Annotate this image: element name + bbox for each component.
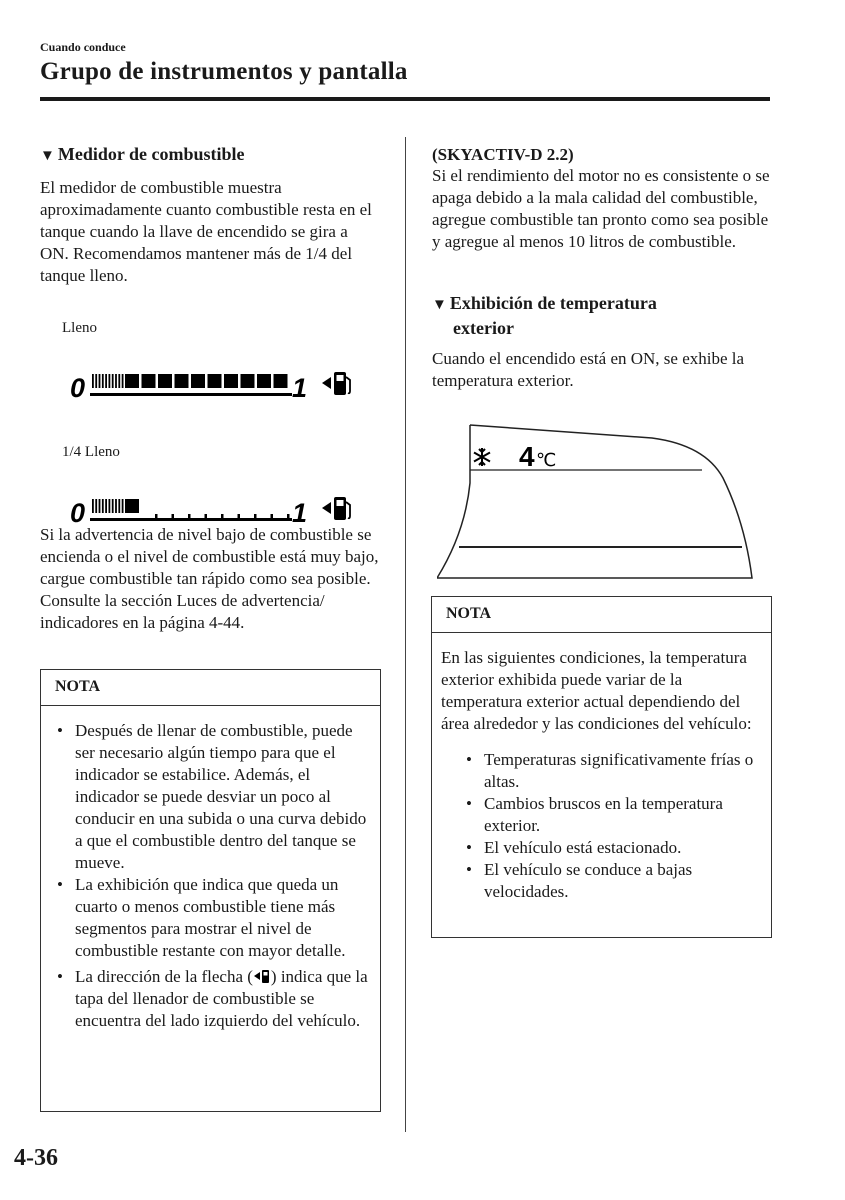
note-item: • Después de llenar de combustible, puede ser necesario algún tiempo para que el indicador se estabilice. Además, el indicador se puede desviar un poco al conducir en una subida o una curva debido a que el combustible dentro del tanque se mueve.	[57, 720, 370, 874]
triangle-bullet-icon: ▼	[432, 297, 447, 313]
note-list	[432, 735, 771, 903]
note-item: • La dirección de la flecha ( ) indica que la tapa del llenador de combustible se encuentra del lado izquierdo del vehículo.	[57, 966, 370, 1032]
gauge-segment	[92, 499, 94, 513]
fuel-gauge-heading: ▼ Medidor de combustible	[40, 144, 245, 164]
gauge-segment	[109, 499, 111, 513]
gauge-base-line	[90, 393, 292, 396]
column-divider	[405, 137, 406, 1132]
gauge-segment	[99, 499, 101, 513]
gauge-segment	[125, 499, 139, 513]
note-item: • Cambios bruscos en la temperatura exterior.	[466, 793, 761, 837]
fuel-pump-icon	[322, 372, 350, 395]
triangle-bullet-icon: ▼	[40, 148, 55, 164]
gauge-segments	[92, 374, 288, 388]
gauge-segment	[158, 374, 172, 388]
gauge-segment	[92, 374, 94, 388]
gauge-segment	[122, 499, 124, 513]
gauge-segment	[95, 499, 97, 513]
gauge-segments	[92, 499, 290, 518]
fuel-gauge-quarter	[70, 490, 360, 526]
skyactiv-paragraph: Si el rendimiento del motor no es consistente o se apaga debido a la mala calidad del combustible, agregue combustible tan pronto como sea posible y agregue al menos 10 litros de combustible.	[432, 166, 770, 251]
gauge-segment	[99, 374, 101, 388]
section-label: Cuando conduce	[40, 40, 126, 54]
gauge-tick	[238, 514, 241, 518]
gauge-segment	[241, 374, 255, 388]
gauge-segment	[95, 374, 97, 388]
gauge-empty-label: 0	[70, 498, 86, 526]
gauge-segment	[118, 499, 120, 513]
fuel-pump-icon	[322, 497, 350, 520]
note-item: • El vehículo se conduce a bajas velocidades.	[466, 859, 761, 903]
gauge-segment	[109, 374, 111, 388]
gauge-segment	[257, 374, 271, 388]
gauge-tick	[271, 514, 274, 518]
gauge-segment	[105, 374, 107, 388]
gauge-tick	[254, 514, 257, 518]
gauge-full-label: 1	[292, 498, 308, 526]
gauge-segment	[122, 374, 124, 388]
gauge-segment	[112, 374, 114, 388]
gauge-tick	[188, 514, 191, 518]
skyactiv-heading: (SKYACTIV-D 2.2)	[432, 145, 574, 164]
note-item: • El vehículo está estacionado.	[466, 837, 761, 859]
note-box-right	[431, 596, 772, 938]
temperature-unit: ℃	[536, 450, 557, 470]
gauge-tick	[287, 514, 290, 518]
gauge-tick	[155, 514, 158, 518]
fuel-gauge-full	[70, 365, 360, 401]
gauge-segment	[105, 499, 107, 513]
note-intro: En las siguientes condiciones, la temperatura exterior exhibida puede variar de la temperatura exterior actual dependiendo del área alrededor y las condiciones del vehículo:	[441, 648, 752, 733]
note-item: • Temperaturas significativamente frías o altas.	[466, 749, 761, 793]
gauge-segment	[224, 374, 238, 388]
gauge-tick	[205, 514, 208, 518]
gauge-empty-label: 0	[70, 373, 86, 401]
gauge-segment	[115, 374, 117, 388]
temperature-value: 4	[519, 441, 535, 472]
fuel-arrow-icon	[253, 968, 271, 984]
gauge-segment	[191, 374, 205, 388]
gauge-segment	[208, 374, 222, 388]
gauge-segment	[115, 499, 117, 513]
note-list	[41, 706, 380, 1032]
note-title: NOTA	[432, 597, 771, 633]
gauge-segment	[102, 499, 104, 513]
low-fuel-warning-paragraph: Si la advertencia de nivel bajo de combustible se encienda o el nivel de combustible está muy bajo, cargue combustible tan rápido como sea posible. Consulte la sección Luces de advertencia/ indicadores en la página 4-44.	[40, 525, 379, 632]
gauge-tick	[221, 514, 224, 518]
full-label: Lleno	[62, 320, 97, 336]
gauge-segment	[102, 374, 104, 388]
note-box-left	[40, 669, 381, 1112]
gauge-segment	[112, 499, 114, 513]
gauge-segment	[125, 374, 139, 388]
gauge-segment	[175, 374, 189, 388]
gauge-segment	[118, 374, 120, 388]
gauge-base-line	[90, 518, 292, 521]
title-rule	[40, 97, 770, 101]
gauge-segment	[142, 374, 156, 388]
gauge-segment	[274, 374, 288, 388]
fuel-gauge-paragraph: El medidor de combustible muestra aproximadamente cuanto combustible resta en el tanque cuando la llave de encendido se gira a ON. Recomendamos mantener más de 1/4 del tanque lleno.	[40, 178, 372, 285]
outside-temp-heading: ▼ Exhibición de temperatura exterior	[432, 293, 657, 338]
note-item: • La exhibición que indica que queda un cuarto o menos combustible tiene más segmentos para mostrar el nivel de combustible restante con mayor detalle.	[57, 874, 370, 962]
gauge-full-label: 1	[292, 373, 308, 401]
note-title: NOTA	[41, 670, 380, 706]
outside-temp-paragraph: Cuando el encendido está en ON, se exhibe la temperatura exterior.	[432, 349, 745, 390]
snowflake-icon	[474, 448, 490, 466]
page-number: 4-36	[14, 1145, 58, 1171]
outside-temp-display	[437, 423, 762, 583]
quarter-label: 1/4 Lleno	[62, 444, 120, 460]
gauge-tick	[172, 514, 175, 518]
page-title: Grupo de instrumentos y pantalla	[40, 58, 408, 85]
